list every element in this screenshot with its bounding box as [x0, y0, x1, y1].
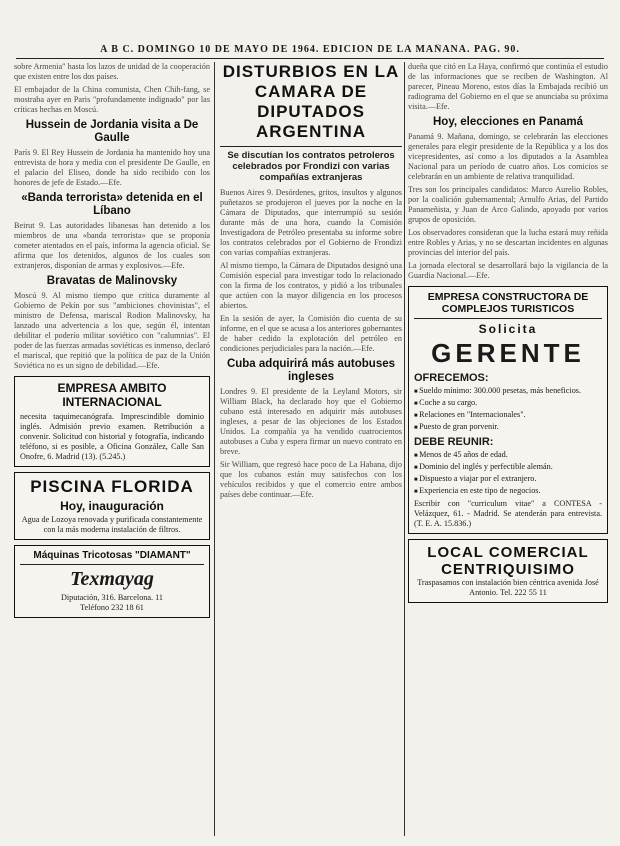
article-text: Londres 9. El presidente de la Leyland Motors, sir William Black, ha declarado hoy que el Gobierno cubano está interesado en adquirir más autobuses ingleses, a pesar de las objeciones de los Estados Unidos. La compañía ya ha vendido cuatrocientos autobuses a Cuba y espera firmar un nuevo contrato en breve. — [220, 387, 402, 456]
column-rule — [404, 62, 405, 836]
article-text: Sir William, que regresó hace poco de La Habana, dijo que los cubanos están muy satisfechos con los vehículos recibidos y que el comercio entre ambos países debe continuar.—Efe. — [220, 460, 402, 499]
column-right — [408, 62, 608, 840]
article-headline: Bravatas de Malinovsky — [46, 275, 178, 287]
ad-text: Agua de Lozoya renovada y purificada constantemente con la más moderna instalación de filtros. — [21, 515, 203, 534]
ad-text: necesita taquimecanógrafa. Imprescindible dominio inglés. Admisión previo examen. Retribución a convenir. Solicitud con historial y fotografía, indicando teléfono, si es posible, a Oficina González, Calle San Onofre, 6. Madrid (13). (5.245.) — [20, 412, 204, 461]
article-text: Buenos Aires 9. Desórdenes, gritos, insultos y algunos puñetazos se produjeron el jueves por la noche en la Cámara de Diputados, que interrumpió su sesión durante más de una hora, cuando la Comisión Investigadora de Petróleo presentaba su informe sobre los contratos celebrados por el Gobierno de Frondizi con varias compañías extranjeras. — [220, 188, 402, 257]
main-headline: DISTURBIOS EN LA CAMARA DE DIPUTADOS ARGENTINA — [222, 62, 400, 141]
article-headline: Hoy, elecciones en Panamá — [433, 116, 583, 128]
article-text: En la sesión de ayer, la Comisión dio cuenta de su informe, en el que se acusa a los anteriores gobernantes de haber cedido la explotación del petróleo en condiciones perjudiciales para la nación.—Efe. — [220, 314, 402, 353]
ad-solicita: Solicita — [478, 322, 538, 336]
article-text: Los observadores consideran que la lucha estará muy reñida entre Robles y Arias, y no se descartan incidentes en algunas provincias del interior del país. — [408, 228, 608, 257]
article-text: París 9. El Rey Hussein de Jordania ha mantenido hoy una entrevista de hora y media con el presidente De Gaulle, en el palacio del Eliseo, donde ha sido recibido con los honores de jefe de Estado.—Efe. — [14, 148, 210, 187]
ad-text: Traspasamos con instalación bien céntrica avenida José Antonio. Tel. 222 55 11 — [417, 578, 599, 597]
brand-logo: Texmayag — [70, 568, 154, 590]
ad-title: PISCINA FLORIDA — [30, 477, 194, 496]
article-text: Moscú 9. Al mismo tiempo que critica duramente al Gobierno de Pekín por sus "ambiciones chovinistas", el ministro de Defensa, mariscal Rodion Malinovsky, ha lanzado una advertencia a los que, según él, intentan debilitar el poderío militar soviético con "calumnias". El poder de las fuerzas armadas soviéticas es inmenso, declaró el mariscal, que repitió que la política de paz de la Unión Soviética no es un signo de debilidad.—Efe. — [14, 291, 210, 370]
list-item: ■ Relaciones en "Internacionales". — [414, 410, 602, 421]
article-text: La jornada electoral se desarrollará bajo la vigilancia de la Guardia Nacional.—Efe. — [408, 261, 608, 280]
list-item: ■ Experiencia en este tipo de negocios. — [414, 486, 602, 497]
article-headline: Cuba adquirirá más autobuses ingleses — [226, 358, 396, 383]
column-middle — [220, 62, 402, 840]
ad-text: Teléfono 232 18 61 — [80, 603, 144, 612]
ad-title: EMPRESA CONSTRUCTORA DE — [427, 291, 589, 303]
ad-title: EMPRESA AMBITO INTERNACIONAL — [57, 381, 167, 409]
main-subheadline: Se discutían los contratos petroleros celebrados por Frondizi con varias compañías extranjeras — [227, 150, 395, 183]
list-item: ■ Menos de 45 años de edad. — [414, 450, 602, 461]
list-item: ■ Dominio del inglés y perfectible alemán. — [414, 462, 602, 473]
list-item: ■ Dispuesto a viajar por el extranjero. — [414, 474, 602, 485]
ad-gerente — [408, 286, 608, 534]
ad-subtitle: Hoy, inauguración — [60, 499, 164, 513]
list-item: ■ Sueldo mínimo: 300.000 pesetas, más beneficios. — [414, 386, 602, 397]
article-text: Tres son los principales candidatos: Marco Aurelio Robles, por la coalición gubernamental; Arnulfo Arias, del Partido Panameñista, y Juan de Arco Galindo, apoyado por varios grupos de oposición. — [408, 185, 608, 224]
list-item: ■ Puesto de gran porvenir. — [414, 422, 602, 433]
divider — [220, 146, 402, 147]
ad-texmayag — [14, 545, 210, 618]
article-text: Panamá 9. Mañana, domingo, se celebrarán las elecciones generales para elegir presidente de la República y a los dos vicepresidentes, así como a los diputados a la Asamblea Nacional para un período de cuatro años. Los comicios se celebrarán en un ambiente de relativa tranquilidad. — [408, 132, 608, 181]
page-header: A B C. DOMINGO 10 DE MAYO DE 1964. EDICION DE LA MAÑANA. PAG. 90. — [16, 44, 604, 59]
ad-ambito-internacional — [14, 376, 210, 467]
ad-section-title: OFRECEMOS: — [414, 372, 489, 384]
ad-text: Diputación, 316. Barcelona. 11 — [60, 593, 163, 602]
list-item: ■ Coche a su cargo. — [414, 398, 602, 409]
article-text: El embajador de la China comunista, Chen Chih-fang, se mostraba ayer en Paris "profundamente indignado" por las críticas hechas en Moscú. — [14, 85, 210, 114]
ad-section-title: DEBE REUNIR: — [414, 436, 494, 448]
column-rule — [214, 62, 215, 836]
column-left — [14, 62, 210, 840]
article-headline: «Banda terrorista» detenida en el Líbano — [21, 192, 203, 217]
article-text: sobre Armenia" hasta los lazos de unidad de la cooperación que existen entre los dos países. — [14, 62, 210, 81]
divider — [414, 318, 602, 319]
ad-local-comercial — [408, 539, 608, 603]
ad-contact: Escribir con "curriculum vitae" a CONTESA - Velázquez, 61. - Madrid. Se atenderán para entrevista. (T. E. A. 15.836.) — [414, 499, 602, 528]
ad-gerente-title: GERENTE — [431, 338, 585, 368]
ad-title: CENTRIQUISIMO — [441, 561, 575, 578]
article-text: Al mismo tiempo, la Cámara de Diputados designó una Comisión especial para investigar todo lo relacionado con la firma de los contratos, y pidió a los tribunales que actúen con la mayor diligencia en los procesos abiertos. — [220, 261, 402, 310]
offers-list — [414, 386, 602, 433]
ad-piscina-florida — [14, 472, 210, 540]
article-text: dueña que citó en La Haya, confirmó que continúa el estudio de las informaciones que se reciben de Washington. Al parecer, Pineau Moreno, estos días la Embajada recibió un radiograma del Gobierno en el que se anunciaba su próxima visita.—Efe. — [408, 62, 608, 111]
ad-title: Máquinas Tricotosas "DIAMANT" — [33, 550, 191, 561]
article-headline: Hussein de Jordania visita a De Gaulle — [25, 119, 199, 144]
ad-title: COMPLEJOS TURISTICOS — [441, 303, 575, 315]
article-text: Beirut 9. Las autoridades libanesas han detenido a los miembros de una «banda terrorista» que se proponía cometer atentados en el país, informa la agencia oficial. Se afirma que los detenidos, algunos de los cuales son extranjeros, disponían de armas y explosivos.—Efe. — [14, 221, 210, 270]
divider — [20, 564, 204, 565]
requirements-list — [414, 450, 602, 497]
ad-title: LOCAL COMERCIAL — [427, 544, 589, 561]
